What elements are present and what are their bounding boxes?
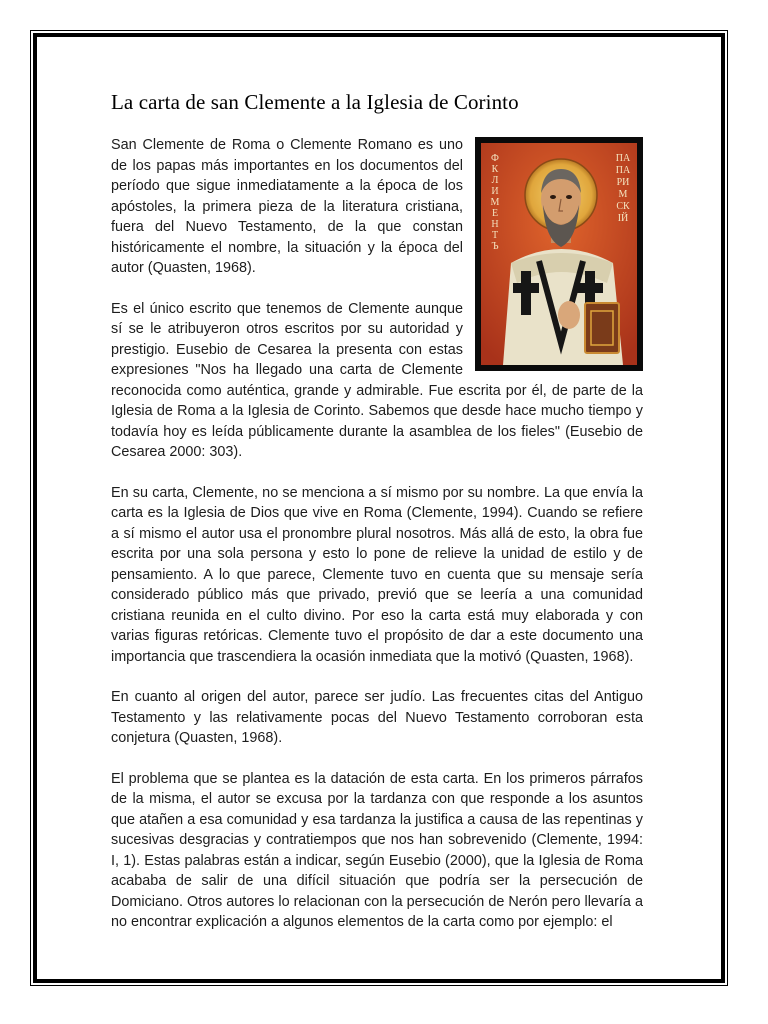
paragraph-2: Es el único escrito que tenemos de Clemente aunque sí se le atribuyeron otros escritos por su autoridad y prestigio. Eusebio de Cesarea la presenta con estas expresiones "Nos ha llegado una carta de Clemente reconocida como auténtica, grande y admirable. Fue escrita por él, de parte de la Iglesia de Roma a la Iglesia de Corinto. Sabemos que desde hace mucho tiempo y todavía hoy es leída públicamente durante la asamblea de los fieles" (Eusebio de Cesarea 2000: 303). [111, 300, 643, 460]
icon-inscription-letter: Л [491, 175, 499, 186]
page-frame [30, 30, 728, 986]
icon-inscription-letter: ПА [615, 153, 631, 164]
paragraph-1: San Clemente de Roma o Clemente Romano es uno de los papas más importantes en los documentos del período que sigue inmediatamente a la época de los apóstoles, la primera pieza de la literatura cristiana, fuera del Nuevo Testamento, de la que constan históricamente el nombre, la situación y la época del autor (Quasten, 1968). [111, 137, 463, 276]
icon-inscription-letter: М [618, 189, 628, 200]
icon-inscription-letter: К [491, 164, 499, 175]
saint-clement-icon-image [475, 137, 643, 371]
icon-inscription-letter: М [490, 197, 500, 208]
icon-inscription-letter: Ф [491, 153, 499, 164]
paragraph-3: En su carta, Clemente, no se menciona a sí mismo por su nombre. La que envía la carta es la Iglesia de Dios que vive en Roma (Clemente, 1994). Cuando se refiere a sí mismo el autor usa el pronombre plural nosotros. Más allá de esto, la obra fue escrita por una sola persona y esto lo pone de relieve la unidad de estilo y de pensamiento. A lo que parece, Clemente tuvo en cuenta que su mensaje sería considerado público más que privado, previó que se leería a una comunidad cristiana reunida en el culto divino. Por eso la carta está muy elaborada y con varias figuras retóricas. Clemente tuvo el propósito de dar a este documento una importancia que trascendiera la ocasión inmediata que la motivó (Quasten, 1968). [111, 484, 643, 665]
icon-inscription-letter: ПА [615, 165, 631, 176]
icon-inscription-letter: Ъ [491, 241, 499, 252]
icon-inscription-letter: Т [491, 230, 499, 241]
document-title: La carta de san Clemente a la Iglesia de Corinto [111, 90, 519, 114]
icon-inscription-letter: РИ [616, 177, 630, 188]
icon-inscription-letter: Н [491, 219, 499, 230]
paragraph-4: En cuanto al origen del autor, parece ser judío. Las frecuentes citas del Antiguo Testamento y las relativamente pocas del Nuevo Testamento corroboran esta conjetura (Quasten, 1968). [111, 689, 643, 746]
icon-painting [481, 143, 637, 365]
paragraph-5: El problema que se plantea es la datación de esta carta. En los primeros párrafos de la misma, el autor se excusa por la tardanza con que responde a los asuntos que atañen a esa comunidad y esa tardanza la justifica a causa de las repentinas y sucesivas desgracias y contratiempos que nos han sobrevenido (Clemente, 1994: I, 1). Estas palabras están a indicar, según Eusebio (2000), que la Iglesia de Roma acababa de salir de una difícil situación que podría ser la persecución de Domiciano. Otros autores lo relacionan con la persecución de Nerón pero llevaría a no encontrar explicación a algunos elementos de la carta como por ejemplo: el [111, 770, 643, 930]
icon-inscription-letter: И [491, 186, 499, 197]
icon-inscription-letter: Е [491, 208, 499, 219]
document-body [111, 90, 643, 953]
icon-inscription-letter: СК [616, 201, 630, 212]
icon-inscription-letter: ІЙ [617, 213, 629, 224]
